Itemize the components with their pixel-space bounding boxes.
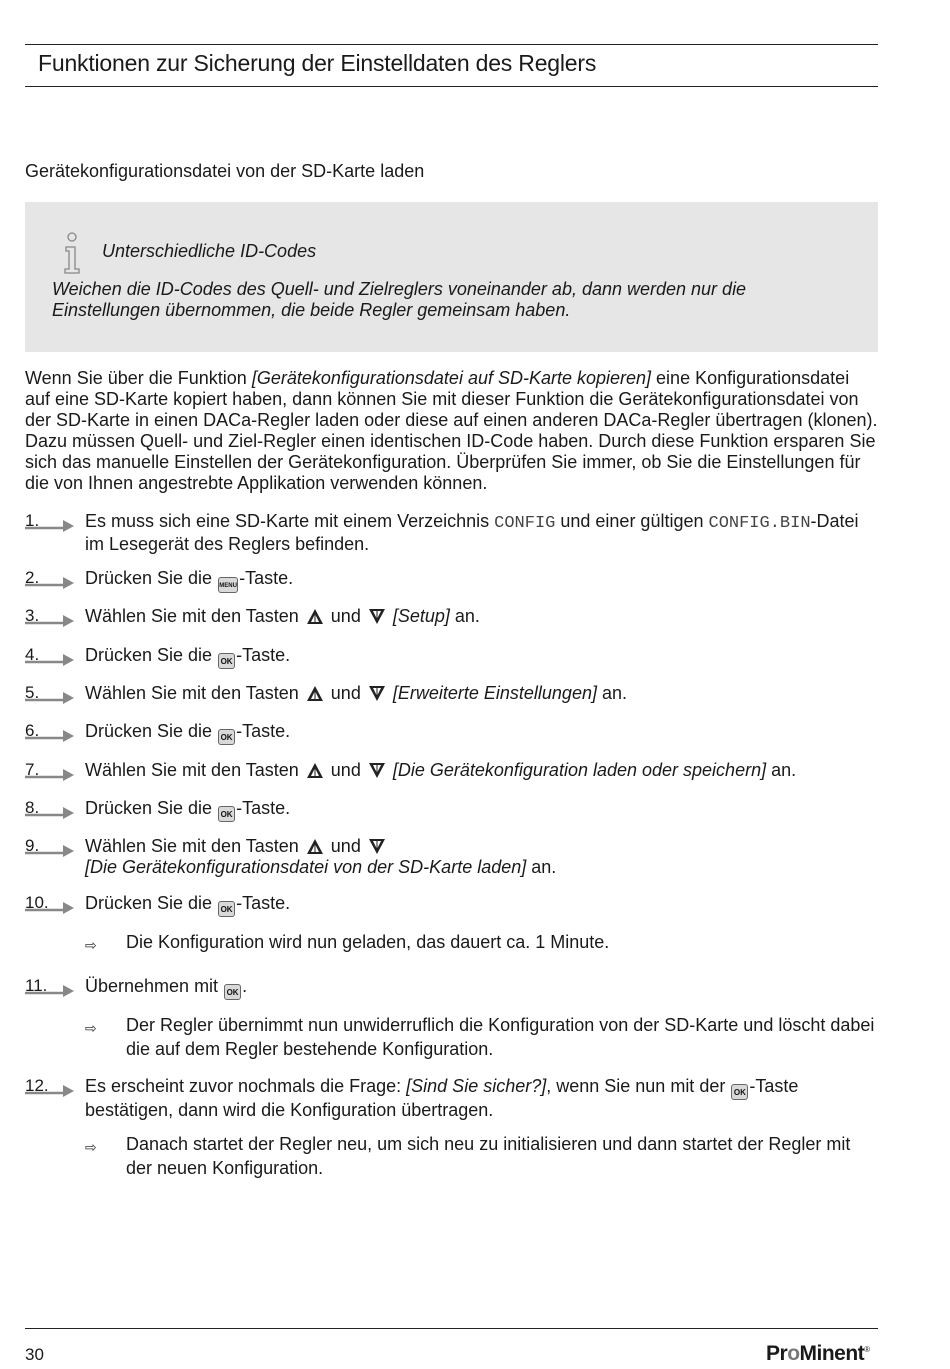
- code-config: CONFIG: [494, 514, 556, 533]
- up-key-icon: [306, 685, 324, 702]
- result-arrow-icon: ⇨: [85, 937, 97, 953]
- result-text: Danach startet der Regler neu, um sich neu zu initialisieren und dann startet der Regler mit der neuen Konfiguration.: [126, 1134, 851, 1178]
- intro-function-reference: [Gerätekonfigurationsdatei auf SD-Karte kopieren]: [251, 368, 652, 388]
- menu-option: [Die Gerätekonfiguration laden oder speichern]: [392, 760, 767, 780]
- step-8: [25, 798, 880, 828]
- step-text: Übernehmen mit OK .: [85, 976, 878, 1000]
- step-10: [25, 893, 880, 923]
- step-7: [25, 760, 880, 790]
- step-text: Es muss sich eine SD-Karte mit einem Verzeichnis CONFIG und einer gültigen CONFIG.BIN-Datei im Lesegerät des Reglers befinden.: [85, 511, 859, 554]
- ok-key-icon: OK: [731, 1084, 748, 1100]
- step-number: 10.: [25, 893, 49, 912]
- step-text: Drücken Sie die MENU -Taste.: [85, 568, 878, 593]
- step-number: 6.: [25, 721, 40, 740]
- brand-logo: ProMinent®: [766, 1342, 870, 1365]
- down-key-icon: [368, 838, 386, 855]
- step-3: [25, 606, 880, 636]
- note-text: Weichen die ID-Codes des Quell- und Zielreglers voneinander ab, dann werden nur die Einstellungen übernommen, die beide Regler gemeinsam haben.: [52, 279, 747, 320]
- menu-option: [Erweiterte Einstellungen]: [392, 683, 597, 703]
- result-arrow-icon: ⇨: [85, 1020, 97, 1036]
- menu-key-icon: MENU: [218, 577, 238, 593]
- down-key-icon: [368, 762, 386, 779]
- dialog-question: [Sind Sie sicher?]: [406, 1076, 547, 1096]
- step-12: [25, 1076, 880, 1120]
- intro-paragraph: [25, 368, 878, 494]
- section-title: Gerätekonfigurationsdatei von der SD-Karte laden: [25, 161, 425, 181]
- ok-key-icon: OK: [218, 806, 235, 822]
- step-text: Wählen Sie mit den Tasten und [Die Gerätekonfigurationsdatei von der SD-Karte laden] an.: [85, 836, 557, 877]
- header-rule-bottom: [25, 86, 878, 87]
- ok-key-icon: OK: [224, 984, 241, 1000]
- step-number: 3.: [25, 606, 40, 625]
- step-number: 7.: [25, 760, 40, 779]
- step-number: 12.: [25, 1076, 49, 1095]
- result-arrow-icon: ⇨: [85, 1139, 97, 1155]
- step-2: [25, 568, 880, 598]
- menu-option: [Setup]: [392, 606, 450, 626]
- note-title: Unterschiedliche ID-Codes: [102, 241, 317, 261]
- step-number: 5.: [25, 683, 40, 702]
- step-11: [25, 976, 880, 1006]
- step-9: [25, 836, 880, 877]
- ok-key-icon: OK: [218, 901, 235, 917]
- step-text: Wählen Sie mit den Tasten und [Setup] an.: [85, 606, 480, 626]
- down-key-icon: [368, 685, 386, 702]
- step-text: Wählen Sie mit den Tasten und [Erweiterte Einstellungen] an.: [85, 683, 627, 703]
- page-title: Funktionen zur Sicherung der Einstelldaten des Reglers: [38, 50, 597, 76]
- ok-key-icon: OK: [218, 729, 235, 745]
- step-text: Drücken Sie die OK -Taste.: [85, 893, 878, 917]
- step-text: Drücken Sie die OK -Taste.: [85, 645, 878, 669]
- result-text: Der Regler übernimmt nun unwiderruflich die Konfiguration von der SD-Karte und löscht dabei die auf dem Regler bestehende Konfiguration.: [126, 1015, 875, 1059]
- down-key-icon: [368, 608, 386, 625]
- step-number: 4.: [25, 645, 40, 664]
- ok-key-icon: OK: [218, 653, 235, 669]
- step-text: Drücken Sie die OK -Taste.: [85, 721, 878, 745]
- code-config-bin: CONFIG.BIN: [708, 514, 811, 533]
- step-number: 8.: [25, 798, 40, 817]
- result-text: Die Konfiguration wird nun geladen, das dauert ca. 1 Minute.: [126, 932, 610, 952]
- step-text: Wählen Sie mit den Tasten und [Die Gerätekonfiguration laden oder speichern] an.: [85, 760, 797, 780]
- step-4: [25, 645, 880, 675]
- up-key-icon: [306, 838, 324, 855]
- intro-text-1: Wenn Sie über die Funktion: [25, 368, 252, 388]
- footer-rule: [25, 1328, 878, 1329]
- step-6: [25, 721, 880, 751]
- up-key-icon: [306, 762, 324, 779]
- step-text: Drücken Sie die OK -Taste.: [85, 798, 878, 822]
- step-number: 9.: [25, 836, 40, 855]
- step-number: 11.: [25, 976, 48, 995]
- step-5: [25, 683, 880, 713]
- menu-option: [Die Gerätekonfigurationsdatei von der SD-Karte laden]: [85, 857, 527, 877]
- up-key-icon: [306, 608, 324, 625]
- note-box: [25, 202, 878, 352]
- info-icon: [61, 232, 83, 274]
- step-text: Es erscheint zuvor nochmals die Frage: [Sind Sie sicher?], wenn Sie nun mit der OK -Taste bestätigen, dann wird die Konfiguration übertragen.: [85, 1076, 799, 1120]
- header-rule-top: [25, 44, 878, 45]
- step-number: 1.: [25, 511, 40, 530]
- step-1: [25, 511, 880, 554]
- step-number: 2.: [25, 568, 40, 587]
- page-number: 30: [25, 1345, 44, 1364]
- intro-text-2: eine Konfigurationsdatei auf eine SD-Karte kopiert haben, dann können Sie mit dieser Funktion die Gerätekonfigurationsdatei von der SD-Karte in einen DACa-Regler laden oder diese auf einen anderen DACa-Regler übertragen (klonen). Dazu müssen Quell- und Ziel-Regler einen identischen ID-Code haben. Durch diese Funktion ersparen Sie sich das manuelle Einstellen der Gerätekonfiguration. Überprüfen Sie immer, ob Sie die Einstellungen für die von Ihnen angestrebte Applikation verwenden können.: [25, 368, 878, 493]
